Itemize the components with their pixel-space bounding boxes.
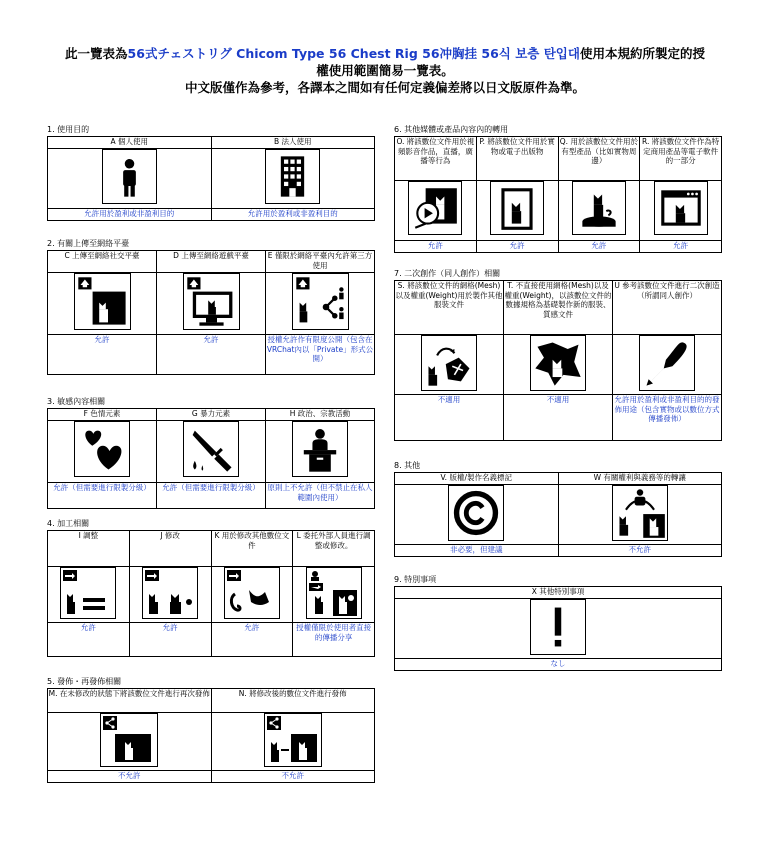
item-label: R. 將該數位文件作為特定商用產品等電子軟件的一部分 [640,137,722,181]
section-title: 5. 發佈・再發佈相關 [47,677,122,686]
item-label: P. 將該數位文件用於實物或電子出版物 [476,137,558,181]
item-label: X 其他特別事項 [395,587,722,599]
knife-icon [183,421,239,477]
section-others [394,460,722,557]
item-label: O. 將該數位文件用於視頻影音作品，直播，廣播等行為 [395,137,477,181]
merchandise-icon [572,181,626,235]
item-status: 授權允許作有限度公開（包含在VRChat內以「Private」形式公開） [266,335,375,375]
item-label: A 個人使用 [48,137,212,149]
section-derivative-works [394,268,722,441]
item-status: 不允許 [211,771,375,783]
section-title: 7. 二次創作（同人創作）相關 [394,269,501,278]
item-label: L 委托外部人員進行調整或修改。 [293,531,375,567]
section-usage-purpose [47,124,375,221]
modify-icon [142,567,198,619]
social-upload-icon [74,273,131,330]
item-label: C 上傳至網絡社交平臺 [48,251,157,273]
item-status: 不允許 [558,545,722,557]
item-status: 允許用於盈利或非盈利目的 [211,209,375,221]
item-label: T. 不直接使用網格(Mesh)以及權重(Weight)，以該數位文件的數據規格為基礎製作新的服裝、質感文件 [504,281,613,335]
transfer-icon [612,485,668,541]
item-label: U 參考該數位文件進行二次創造（所謂同人創作） [613,281,722,335]
section-title: 9. 特別事項 [394,575,437,584]
license-table [394,280,722,441]
item-label: E 僅限於網絡平臺內允許第三方使用 [266,251,375,273]
item-status: 允許用於盈利或非盈利目的 [48,209,212,221]
modify-other-icon [224,567,280,619]
section-processing [47,518,375,657]
item-status: 允許 [558,241,640,253]
item-status: 不適用 [504,395,613,441]
item-status: 允許 [476,241,558,253]
license-table [47,136,375,221]
pen-icon [639,335,695,391]
software-icon [654,181,708,235]
section-sensitive-content [47,396,375,509]
copyright-icon [448,485,504,541]
document-header [40,45,730,96]
outsource-icon [306,567,362,619]
publication-icon [490,181,544,235]
header-line-3: 中文版僅作為參考，各譯本之間如有任何定義偏差將以日文版原件為準。 [184,80,585,95]
item-status: 允許 [157,335,266,375]
section-title: 6. 其他媒體或產品內容內的轉用 [394,125,509,134]
item-status: 允許 [129,623,211,657]
section-title: 1. 使用目的 [47,125,90,134]
item-status: 允許用於盈利或非盈利目的的發佈用途（包含實物或以數位方式傳播發佈） [613,395,722,441]
section-title: 8. 其他 [394,461,421,470]
item-status: 允許 [640,241,722,253]
header-prefix: 此一覽表為 [65,46,128,61]
person-icon [102,149,157,204]
game-upload-icon [183,273,240,330]
item-status: 允許 [48,623,130,657]
section-redistribution [47,676,375,783]
hearts-icon [74,421,130,477]
texture-icon [530,335,586,391]
header-suffix: 使用本規約所製定的授 [579,46,705,61]
exclamation-icon [530,599,586,655]
item-label: I 調整 [48,531,130,567]
item-label: Q. 用於該數位文件用於有型產品（比如實物周邊） [558,137,640,181]
item-label: G 暴力元素 [157,409,266,421]
item-label: K 用於修改其他數位文件 [211,531,293,567]
section-other-media [394,124,722,253]
item-status: 允許 [48,335,157,375]
podium-icon [292,421,348,477]
item-label: D 上傳至網絡遊戲平臺 [157,251,266,273]
section-special-matters [394,574,722,671]
item-label: V. 版權/製作名義標記 [395,473,559,485]
item-status: 不允許 [48,771,212,783]
adjust-icon [60,567,116,619]
license-table [394,472,722,557]
mesh-reuse-icon [421,335,477,391]
item-status: 允許（但需要進行限製分級） [48,483,157,509]
share-third-party-icon [292,273,349,330]
section-online-upload [47,238,375,375]
section-title: 3. 敏感內容相關 [47,397,106,406]
item-label: S. 將該數位文件的網格(Mesh)以及權重(Weight)用於製作其他服裝文件 [395,281,504,335]
item-label: H 政治、宗教活動 [266,409,375,421]
item-status: 非必要，但建議 [395,545,559,557]
section-title: 2. 有關上傳至網絡平臺 [47,239,130,248]
building-icon [265,149,320,204]
item-status: なし [395,659,722,671]
license-table [394,586,722,671]
item-label: J 修改 [129,531,211,567]
item-label: M. 在未修改的狀態下將該數位文件進行再次發佈 [48,689,212,713]
product-name: 56式チェストリグ Chicom Type 56 Chest Rig 56冲胸挂 56식 보층 탄입대 [127,46,580,61]
item-status: 不適用 [395,395,504,441]
item-status: 允許（但需要進行限製分級） [157,483,266,509]
license-table [47,530,375,657]
item-status: 允許 [395,241,477,253]
video-icon [408,181,462,235]
license-table [394,136,722,253]
license-table [47,408,375,509]
section-title: 4. 加工相關 [47,519,90,528]
item-label: W 有關權利與義務等的轉讓 [558,473,722,485]
license-table [47,688,375,783]
redistribute-modified-icon [264,713,322,767]
redistribute-icon [100,713,158,767]
item-status: 原則上不允許（但不禁止在私人範圍內使用） [266,483,375,509]
header-line-2: 權使用範圍簡易一覽表。 [316,63,454,78]
license-table [47,250,375,375]
item-label: F 色情元素 [48,409,157,421]
item-status: 授權僅限於使用者直接的傳播分享 [293,623,375,657]
item-label: N. 將修改後的數位文件進行發佈 [211,689,375,713]
item-label: B 法人使用 [211,137,375,149]
header-line-1 [40,45,730,62]
item-status: 允許 [211,623,293,657]
